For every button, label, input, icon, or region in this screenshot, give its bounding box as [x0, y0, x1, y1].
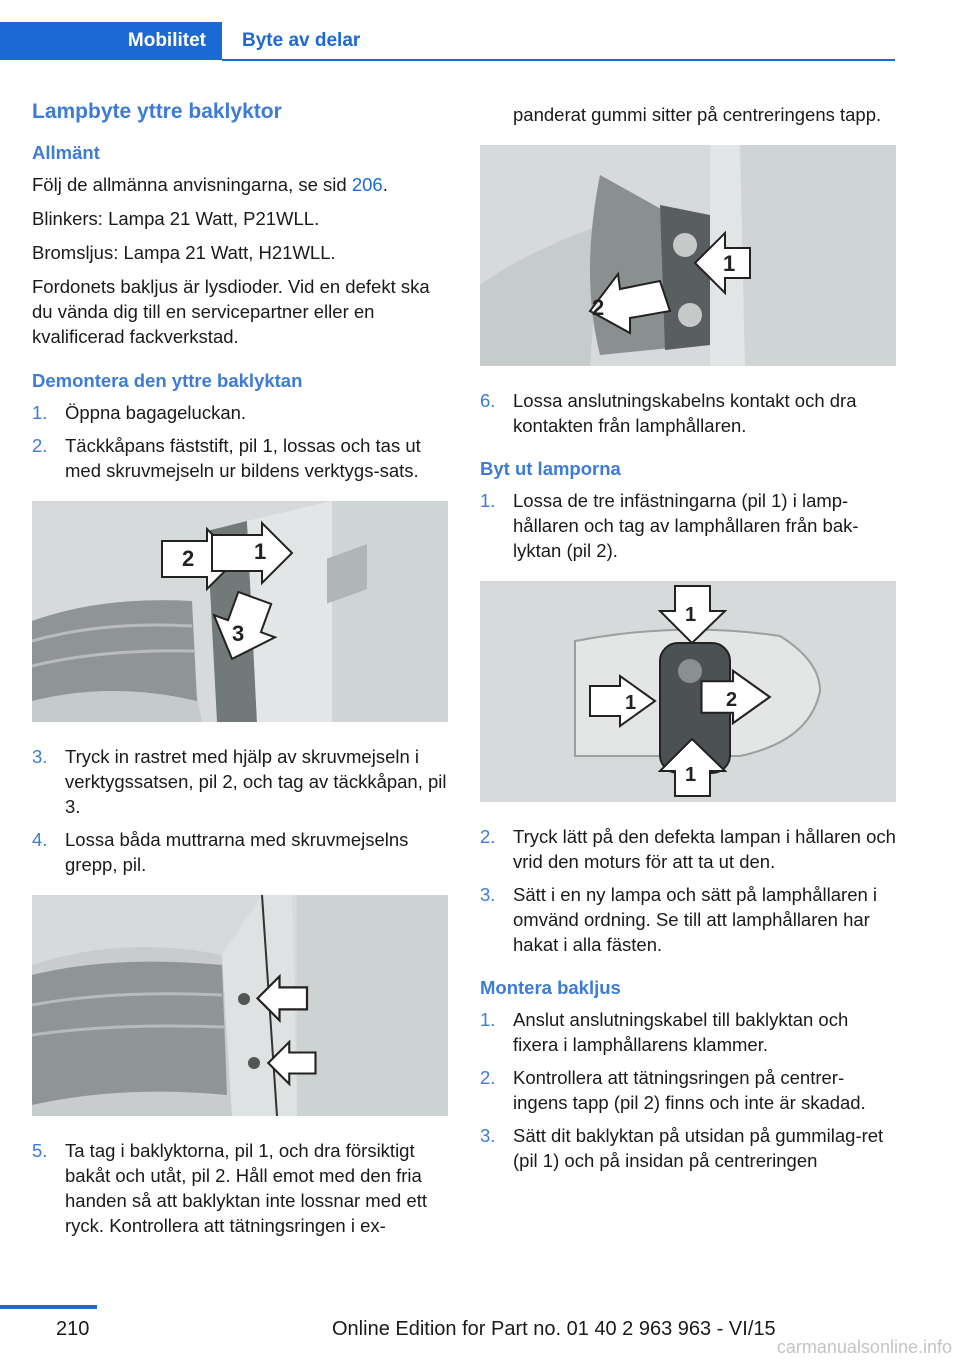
list-item: 2. Tryck lätt på den defekta lampan i hållaren och vrid den moturs för att ta ut den. — [480, 826, 896, 872]
general-paragraph-2: Blinkers: Lampa 21 Watt, P21WLL. — [32, 208, 320, 229]
list-item: 5. Ta tag i baklyktorna, pil 1, och dra försiktigt bakåt och utåt, pil 2. Håll emot med den fria handen så att baklyktan inte lossnar med ett ryck. Kontrollera att tätningsringen i ex‐ — [32, 1140, 427, 1236]
arrow-label: 1 — [685, 764, 697, 786]
arrow-label: 2 — [182, 546, 195, 571]
list-item: 4. Lossa båda muttrarna med skruvmejselns grepp, pil. — [32, 829, 409, 875]
arrow-label: 3 — [232, 621, 245, 646]
page-header — [0, 22, 895, 60]
mount-heading: Montera bakljus — [480, 977, 621, 998]
list-item: 1. Anslut anslutningskabel till baklyktan och fixera i lamphållarens klammer. — [480, 1009, 849, 1055]
general-heading: Allmänt — [32, 142, 100, 163]
steps-list-d — [480, 388, 896, 438]
page-link[interactable]: 206 — [351, 174, 383, 195]
steps-list-e — [480, 488, 896, 563]
remove-heading: Demontera den yttre baklyktan — [32, 370, 303, 391]
continued-text: panderat gummi sitter på centreringens tapp. — [513, 104, 882, 125]
list-item: 1. Öppna bagageluckan. — [32, 402, 247, 423]
list-item: 2. Kontrollera att tätningsringen på centrer‐ingens tapp (pil 2) finns och inte är skadad. — [480, 1067, 866, 1113]
arrow-label: 2 — [726, 689, 738, 711]
page-number: 210 — [56, 1318, 90, 1340]
steps-list-b — [32, 744, 448, 877]
general-paragraph-1: Följ de allmänna anvisningarna, se sid 206. — [32, 174, 388, 195]
arrow-label: 1 — [723, 251, 736, 276]
arrow-label: 2 — [592, 295, 605, 320]
footer-rule — [0, 1305, 97, 1309]
figure-taillight-removal — [480, 145, 896, 366]
header-rule — [222, 59, 895, 61]
list-item: 1. Lossa de tre infästningarna (pil 1) i lamp‐hållaren och tag av lamphållaren från bak‐lyktan (pil 2). — [480, 490, 859, 561]
steps-list-g — [480, 1007, 896, 1173]
arrow-label: 1 — [625, 692, 637, 714]
replace-heading: Byt ut lamporna — [480, 458, 621, 479]
list-item: 2. Täckkåpans fäststift, pil 1, lossas och tas ut med skruvmejseln ur bildens verktygs‐sats. — [32, 435, 421, 481]
steps-list-f — [480, 824, 896, 957]
list-item: 3. Tryck in rastret med hjälp av skruvmejseln i verktygssatsen, pil 2, och tag av täckkåpan, pil 3. — [32, 746, 447, 817]
list-item: 6. Lossa anslutningskabelns kontakt och dra kontakten från lamphållaren. — [480, 390, 857, 436]
figure-cover-removal — [32, 501, 448, 722]
section-tab[interactable]: Byte av delar — [242, 30, 361, 51]
list-item: 3. Sätt dit baklyktan på utsidan på gummilag‐ret (pil 1) och på insidan på centreringen — [480, 1125, 884, 1171]
chapter-tab[interactable]: Mobilitet — [0, 22, 222, 60]
figure-lamp-holder — [480, 581, 896, 802]
figure-nut-removal — [32, 895, 448, 1116]
steps-list-a — [32, 400, 448, 483]
arrow-label: 1 — [685, 604, 697, 626]
arrow-label: 1 — [254, 539, 267, 564]
general-paragraph-3: Bromsljus: Lampa 21 Watt, H21WLL. — [32, 242, 336, 263]
left-column — [32, 100, 448, 1246]
general-paragraph-4: Fordonets bakljus är lysdioder. Vid en defekt ska du vända dig till en servicepartner eller en kvalificerad fackverkstad. — [32, 276, 430, 347]
steps-list-c — [32, 1138, 448, 1238]
page-title: Lampbyte yttre baklyktor — [32, 100, 282, 123]
edition-text: Online Edition for Part no. 01 40 2 963 963 - VI/15 — [332, 1318, 776, 1340]
list-item: 3. Sätt i en ny lampa och sätt på lamphållaren i omvänd ordning. Se till att lamphållaren har hakat i alla fästen. — [480, 884, 878, 955]
right-column — [480, 102, 896, 1181]
watermark: carmanualsonline.info — [776, 1337, 952, 1357]
